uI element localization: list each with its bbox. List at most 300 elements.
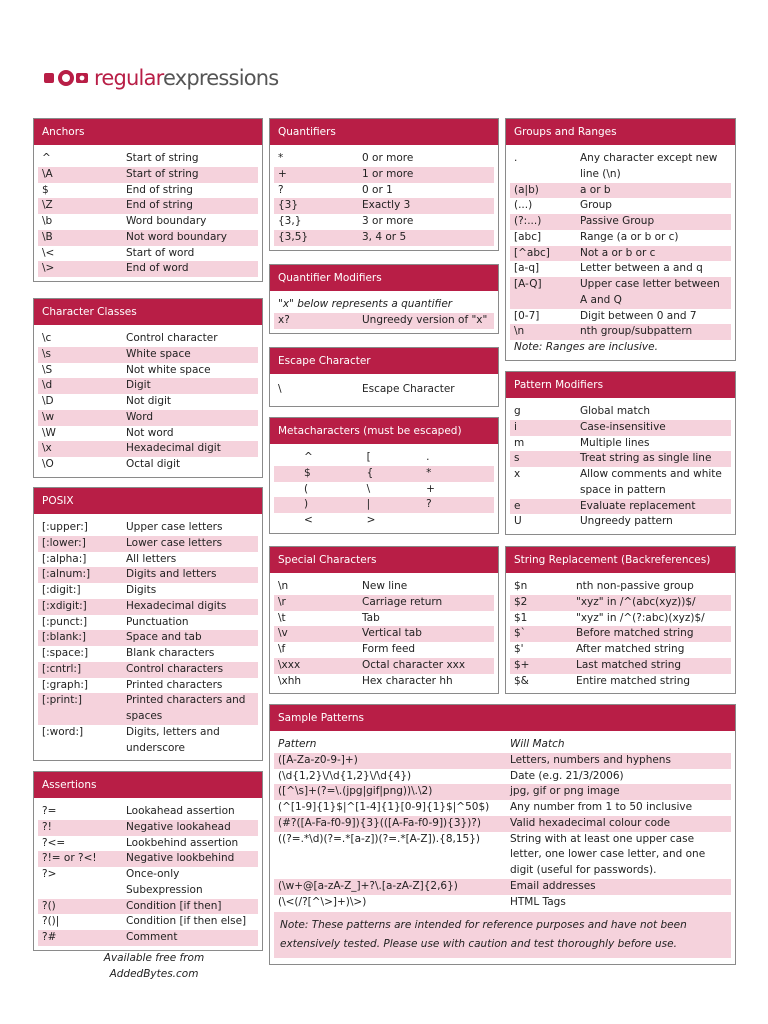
metacharacters-row xyxy=(274,497,494,513)
replacement-description: Last matched string xyxy=(576,658,682,671)
special-token: \xxx xyxy=(278,658,301,671)
quantifiers-description: 3 or more xyxy=(362,215,414,227)
replacement-row xyxy=(510,674,731,690)
replacement-row xyxy=(510,626,731,642)
charclasses-description: Not word xyxy=(126,426,174,439)
assertions-row xyxy=(38,804,258,820)
pmodifiers-description: Allow comments and white space in pattern xyxy=(580,468,722,496)
metacharacter: ^ xyxy=(304,451,313,463)
samples-description: Valid hexadecimal colour code xyxy=(510,816,671,829)
groups-row xyxy=(510,324,731,340)
string-replacement-title: String Replacement (Backreferences) xyxy=(506,547,735,573)
charclasses-description: Control character xyxy=(126,332,218,344)
special-description: Hex character hh xyxy=(362,674,453,687)
replacement-token: $& xyxy=(514,674,529,687)
footer-line-1: Available free from xyxy=(103,952,205,964)
pmodifiers-row xyxy=(510,436,731,452)
posix-description: Blank characters xyxy=(126,647,215,659)
string-replacement-list xyxy=(506,573,735,693)
charclasses-description: White space xyxy=(126,347,191,360)
anchors-description: Start of string xyxy=(126,167,199,180)
groups-row xyxy=(510,214,731,230)
posix-description: Punctuation xyxy=(126,615,189,628)
posix-token: [:digit:] xyxy=(42,584,81,596)
escape-description: Escape Character xyxy=(362,383,455,395)
character-classes-section xyxy=(33,298,263,478)
groups-description: Digit between 0 and 7 xyxy=(580,309,697,322)
quantifiers-row xyxy=(274,198,494,214)
anchors-row xyxy=(38,214,258,230)
escape-row xyxy=(274,382,494,398)
posix-token: [:lower:] xyxy=(42,536,86,549)
samples-description: Any number from 1 to 50 inclusive xyxy=(510,801,693,813)
charclasses-token: \O xyxy=(42,458,54,470)
charclasses-token: \x xyxy=(42,442,52,455)
groups-token: \n xyxy=(514,325,525,338)
metacharacter: [ xyxy=(366,451,371,463)
posix-section xyxy=(33,487,263,761)
groups-row xyxy=(510,198,731,214)
samples-token: (\<(/?[^\>]+)\>) xyxy=(278,895,367,908)
posix-token: [:graph:] xyxy=(42,678,89,691)
groups-token: (a|b) xyxy=(514,183,539,196)
metacharacter: > xyxy=(366,514,376,526)
quantifier-modifiers-note: "x" below represents a quantifier xyxy=(278,298,453,310)
pmodifiers-description: Global match xyxy=(580,405,651,417)
charclasses-token: \s xyxy=(42,347,52,360)
posix-description: Hexadecimal digits xyxy=(126,599,227,612)
assertions-section xyxy=(33,771,263,951)
replacement-description: "xyz" in /^(abc(xyz))$/ xyxy=(576,595,696,608)
assertions-token: ?! xyxy=(42,820,52,833)
samples-token: (^[1-9]{1}$|^[1-4]{1}[0-9]{1}$|^50$) xyxy=(278,801,490,813)
quantifier-modifiers-title: Quantifier Modifiers xyxy=(270,265,498,291)
metacharacter: $ xyxy=(304,466,311,479)
posix-description: Control characters xyxy=(126,662,224,675)
special-row xyxy=(274,579,494,595)
special-row xyxy=(274,611,494,627)
assertions-row xyxy=(38,914,258,930)
assertions-token: ?= xyxy=(42,805,57,817)
charclasses-description: Word xyxy=(126,410,153,423)
escape-character-title: Escape Character xyxy=(270,348,498,374)
pmodifiers-description: Evaluate replacement xyxy=(580,499,696,512)
assertions-token: ?() xyxy=(42,899,56,912)
assertions-row xyxy=(38,836,258,852)
posix-title: POSIX xyxy=(34,488,262,514)
groups-token: [0-7] xyxy=(514,309,540,322)
groups-description: Upper case letter between A and Q xyxy=(580,278,720,306)
special-characters-list xyxy=(270,573,498,693)
metacharacter: + xyxy=(426,482,435,495)
assertions-row xyxy=(38,820,258,836)
special-description: Form feed xyxy=(362,643,416,655)
posix-description: Lower case letters xyxy=(126,536,223,549)
groups-and-ranges-section xyxy=(505,118,736,361)
string-replacement-section xyxy=(505,546,736,694)
assertions-description: Comment xyxy=(126,931,178,943)
posix-token: [:blank:] xyxy=(42,631,87,644)
groups-row xyxy=(510,246,731,262)
quantifier-modifiers-section xyxy=(269,264,499,334)
metacharacter: ) xyxy=(304,498,309,511)
groups-and-ranges-body xyxy=(506,145,735,360)
groups-token: [abc] xyxy=(514,230,542,243)
groups-row xyxy=(510,230,731,246)
site-logo xyxy=(44,64,279,92)
metacharacter: * xyxy=(426,466,432,479)
groups-description: Group xyxy=(580,199,612,212)
pattern-column-header: Pattern xyxy=(278,738,317,750)
quantifiers-description: 1 or more xyxy=(362,167,414,180)
assertions-row xyxy=(38,867,258,899)
metacharacter: { xyxy=(366,466,374,479)
pmodifiers-token: x xyxy=(514,468,521,480)
anchors-token: \B xyxy=(42,230,53,243)
metacharacters-grid xyxy=(270,444,498,533)
posix-description: All letters xyxy=(126,552,177,565)
samples-description: HTML Tags xyxy=(510,895,566,908)
quantifier-modifiers-body xyxy=(270,291,498,333)
assertions-description: Once-only Subexpression xyxy=(126,868,203,896)
character-classes-list xyxy=(34,325,262,477)
replacement-token: $1 xyxy=(514,611,528,624)
anchors-list xyxy=(34,145,262,281)
groups-description: Not a or b or c xyxy=(580,246,656,259)
replacement-row xyxy=(510,642,731,658)
posix-description: Digits, letters and underscore xyxy=(126,725,220,754)
assertions-row xyxy=(38,851,258,867)
charclasses-row xyxy=(38,347,258,363)
groups-description: Passive Group xyxy=(580,215,655,227)
charclasses-token: \S xyxy=(42,363,53,376)
logo-text-expressions: expressions xyxy=(163,66,279,90)
charclasses-row xyxy=(38,378,258,394)
replacement-description: After matched string xyxy=(576,643,685,655)
replacement-token: $+ xyxy=(514,658,530,671)
metacharacter: < xyxy=(304,514,313,526)
posix-row xyxy=(38,615,258,631)
special-row xyxy=(274,626,494,642)
charclasses-row xyxy=(38,441,258,457)
pmodifiers-token: g xyxy=(514,405,521,417)
samples-description: Letters, numbers and hyphens xyxy=(510,753,671,766)
assertions-token: ?> xyxy=(42,868,57,880)
quantifiers-description: 3, 4 or 5 xyxy=(362,230,407,243)
posix-description: Space and tab xyxy=(126,631,202,644)
special-description: Tab xyxy=(362,611,380,624)
samples-token: ([A-Za-z0-9-]+) xyxy=(278,753,358,766)
posix-token: [:alpha:] xyxy=(42,552,87,565)
posix-description: Printed characters xyxy=(126,678,223,691)
metacharacters-title: Metacharacters (must be escaped) xyxy=(270,418,498,444)
pmodifiers-row xyxy=(510,404,731,420)
posix-list xyxy=(34,514,262,760)
sample-patterns-section xyxy=(269,704,736,965)
quantifiers-row xyxy=(274,151,494,167)
anchors-row xyxy=(38,167,258,183)
special-token: \t xyxy=(278,611,286,624)
assertions-description: Condition [if then else] xyxy=(126,915,247,928)
anchors-token: ^ xyxy=(42,152,51,164)
posix-row xyxy=(38,693,258,725)
metacharacters-section xyxy=(269,417,499,534)
samples-row xyxy=(274,800,731,816)
charclasses-description: Not digit xyxy=(126,395,172,407)
posix-row xyxy=(38,678,258,694)
charclasses-token: \c xyxy=(42,332,52,344)
anchors-token: \Z xyxy=(42,199,53,212)
samples-token: (\d{1,2}\/\d{1,2}\/\d{4}) xyxy=(278,769,412,782)
pattern-modifiers-section xyxy=(505,371,736,535)
assertions-description: Lookbehind assertion xyxy=(126,836,239,849)
posix-row xyxy=(38,583,258,599)
groups-token: (...) xyxy=(514,199,533,212)
metacharacter: . xyxy=(426,451,430,463)
special-token: \xhh xyxy=(278,674,302,687)
special-row xyxy=(274,658,494,674)
special-description: Carriage return xyxy=(362,595,443,608)
groups-row xyxy=(510,277,731,309)
replacement-description: nth non-passive group xyxy=(576,580,694,592)
metacharacter: ( xyxy=(304,482,309,495)
quantifiers-token: + xyxy=(278,167,287,180)
special-row xyxy=(274,642,494,658)
anchors-token: \< xyxy=(42,246,55,259)
replacement-description: Entire matched string xyxy=(576,674,691,687)
quantifiers-row xyxy=(274,183,494,199)
samples-row xyxy=(274,784,731,800)
assertions-token: ?()| xyxy=(42,915,60,928)
special-description: New line xyxy=(362,580,408,592)
pmodifiers-description: Multiple lines xyxy=(580,436,650,449)
pmodifiers-row xyxy=(510,420,731,436)
groups-row xyxy=(510,151,731,183)
pmodifiers-row xyxy=(510,451,731,467)
posix-token: [:alnum:] xyxy=(42,568,91,581)
samples-row xyxy=(274,879,731,895)
samples-token: ((?=.*\d)(?=.*[a-z])(?=.*[A-Z]).{8,15}) xyxy=(278,832,480,845)
posix-description: Printed characters and spaces xyxy=(126,694,246,722)
replacement-row xyxy=(510,579,731,595)
charclasses-row xyxy=(38,457,258,473)
special-row xyxy=(274,674,494,690)
charclasses-row xyxy=(38,394,258,410)
assertions-description: Lookahead assertion xyxy=(126,805,235,817)
pmodifiers-row xyxy=(510,499,731,515)
qmodifiers-row xyxy=(274,313,494,329)
groups-row xyxy=(510,261,731,277)
anchors-token: \> xyxy=(42,262,55,275)
replacement-token: $2 xyxy=(514,595,528,608)
metacharacters-row xyxy=(274,466,494,482)
assertions-description: Negative lookbehind xyxy=(126,852,235,865)
anchors-description: Start of word xyxy=(126,246,195,259)
escape-token: \ xyxy=(278,383,282,395)
replacement-token: $` xyxy=(514,627,526,640)
posix-token: [:punct:] xyxy=(42,615,88,628)
escape-character-list xyxy=(270,374,498,406)
quantifiers-description: Exactly 3 xyxy=(362,199,411,212)
logo-text-regular: regular xyxy=(94,66,164,90)
qmodifiers-token: x? xyxy=(278,313,290,326)
anchors-description: End of string xyxy=(126,199,193,212)
anchors-row xyxy=(38,198,258,214)
groups-description: Range (a or b or c) xyxy=(580,230,679,243)
pmodifiers-token: i xyxy=(514,420,517,433)
metacharacters-row xyxy=(274,513,494,529)
anchors-description: Word boundary xyxy=(126,215,207,227)
posix-row xyxy=(38,646,258,662)
assertions-token: ?!= or ?<! xyxy=(42,852,97,865)
quantifiers-token: * xyxy=(278,152,284,164)
charclasses-row xyxy=(38,363,258,379)
sample-patterns-body xyxy=(270,731,735,964)
assertions-token: ?# xyxy=(42,931,57,943)
charclasses-description: Octal digit xyxy=(126,458,181,470)
posix-row xyxy=(38,630,258,646)
samples-row xyxy=(274,769,731,785)
samples-description: String with at least one upper case letter, one lower case letter, and one digit (useful for passwords). xyxy=(510,832,706,876)
groups-and-ranges-note: Note: Ranges are inclusive. xyxy=(514,341,658,353)
footer-credit xyxy=(38,950,270,982)
charclasses-description: Not white space xyxy=(126,363,211,376)
posix-description: Upper case letters xyxy=(126,521,223,533)
posix-row xyxy=(38,662,258,678)
anchors-token: \b xyxy=(42,215,53,227)
anchors-row xyxy=(38,230,258,246)
posix-token: [:space:] xyxy=(42,647,89,659)
posix-row xyxy=(38,520,258,536)
pmodifiers-description: Treat string as single line xyxy=(580,452,712,465)
pmodifiers-row xyxy=(510,514,731,530)
sample-patterns-list xyxy=(274,753,731,911)
groups-and-ranges-list xyxy=(510,151,731,340)
escape-character-section xyxy=(269,347,499,407)
groups-description: a or b xyxy=(580,183,611,196)
samples-row xyxy=(274,832,731,879)
charclasses-description: Hexadecimal digit xyxy=(126,442,221,455)
footer-line-2: AddedBytes.com xyxy=(109,968,199,980)
sample-patterns-header xyxy=(274,737,731,753)
anchors-row xyxy=(38,151,258,167)
assertions-description: Negative lookahead xyxy=(126,820,231,833)
charclasses-description: Digit xyxy=(126,379,151,392)
pmodifiers-token: e xyxy=(514,499,521,512)
anchors-token: $ xyxy=(42,183,49,196)
assertions-list xyxy=(34,798,262,950)
groups-and-ranges-title: Groups and Ranges xyxy=(506,119,735,145)
quantifiers-row xyxy=(274,230,494,246)
character-classes-title: Character Classes xyxy=(34,299,262,325)
charclasses-token: \d xyxy=(42,379,53,392)
posix-token: [:xdigit:] xyxy=(42,599,87,612)
replacement-row xyxy=(510,595,731,611)
charclasses-row xyxy=(38,410,258,426)
posix-token: [:print:] xyxy=(42,694,82,707)
special-description: Vertical tab xyxy=(362,627,422,640)
assertions-row xyxy=(38,899,258,915)
groups-token: [a-q] xyxy=(514,262,540,275)
replacement-description: Before matched string xyxy=(576,627,694,640)
posix-token: [:cntrl:] xyxy=(42,662,82,675)
posix-row xyxy=(38,725,258,757)
groups-token: (?:...) xyxy=(514,215,542,227)
groups-token: [A-Q] xyxy=(514,278,542,290)
charclasses-token: \W xyxy=(42,426,56,439)
charclasses-token: \D xyxy=(42,395,54,407)
samples-row xyxy=(274,816,731,832)
special-characters-title: Special Characters xyxy=(270,547,498,573)
assertions-row xyxy=(38,930,258,946)
pmodifiers-description: Ungreedy pattern xyxy=(580,515,673,528)
quantifiers-title: Quantifiers xyxy=(270,119,498,145)
quantifiers-list xyxy=(270,145,498,250)
metacharacter xyxy=(426,513,494,529)
posix-row xyxy=(38,599,258,615)
logo-wordmark xyxy=(94,64,278,92)
will-match-column-header: Will Match xyxy=(510,738,565,750)
pmodifiers-token: U xyxy=(514,515,522,528)
special-token: \r xyxy=(278,595,286,608)
quantifiers-token: {3} xyxy=(278,199,299,212)
metacharacters-row xyxy=(274,450,494,466)
special-characters-section xyxy=(269,546,499,694)
groups-token: . xyxy=(514,152,518,164)
sample-patterns-note: Note: These patterns are intended for reference purposes and have not been extensively tested. Please use with caution and test thoroughly before use. xyxy=(274,912,731,958)
anchors-description: Not word boundary xyxy=(126,230,227,243)
samples-token: (#?([A-Fa-f0-9]){3}(([A-Fa-f0-9]){3})?) xyxy=(278,816,481,829)
posix-row xyxy=(38,536,258,552)
anchors-title: Anchors xyxy=(34,119,262,145)
groups-description: Any character except new line (\n) xyxy=(580,152,718,180)
samples-description: Email addresses xyxy=(510,879,596,892)
special-token: \v xyxy=(278,627,288,640)
charclasses-row xyxy=(38,331,258,347)
pmodifiers-token: s xyxy=(514,452,520,465)
metacharacter: | xyxy=(366,498,371,511)
anchors-description: End of word xyxy=(126,262,189,275)
sample-patterns-title: Sample Patterns xyxy=(270,705,735,731)
quantifiers-description: 0 or more xyxy=(362,152,414,164)
anchors-token: \A xyxy=(42,167,53,180)
groups-token: [^abc] xyxy=(514,246,550,259)
groups-description: nth group/subpattern xyxy=(580,325,693,338)
anchors-row xyxy=(38,246,258,262)
pattern-modifiers-list xyxy=(506,398,735,534)
anchors-row xyxy=(38,261,258,277)
quantifiers-token: {3,5} xyxy=(278,230,309,243)
quantifiers-section xyxy=(269,118,499,251)
replacement-row xyxy=(510,658,731,674)
special-row xyxy=(274,595,494,611)
pmodifiers-row xyxy=(510,467,731,499)
replacement-description: "xyz" in /^(?:abc)(xyz)$/ xyxy=(576,611,705,624)
samples-token: ([^\s]+(?=\.(jpg|gif|png))\.\2) xyxy=(278,785,433,798)
quantifiers-row xyxy=(274,167,494,183)
pmodifiers-token: m xyxy=(514,436,525,449)
special-token: \n xyxy=(278,580,289,592)
groups-row xyxy=(510,183,731,199)
metacharacter: \ xyxy=(366,482,371,495)
qmodifiers-description: Ungreedy version of "x" xyxy=(362,313,488,326)
quantifiers-description: 0 or 1 xyxy=(362,183,393,196)
posix-description: Digits xyxy=(126,584,157,596)
quantifiers-token: {3,} xyxy=(278,215,302,227)
posix-token: [:upper:] xyxy=(42,521,88,533)
samples-row xyxy=(274,753,731,769)
special-description: Octal character xxx xyxy=(362,658,466,671)
